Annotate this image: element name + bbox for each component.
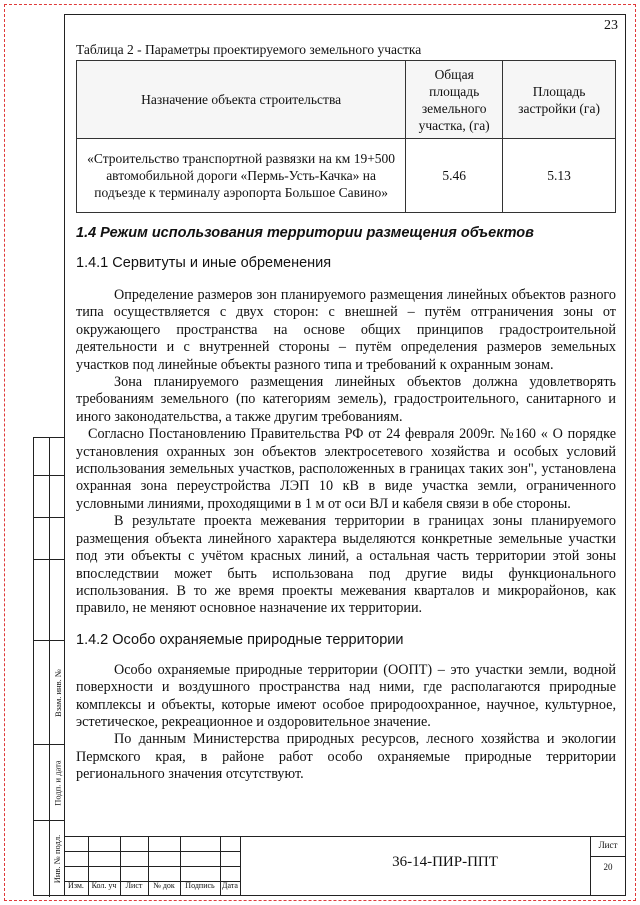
page-number: 23 — [604, 18, 618, 33]
label-kol-uch: Кол. уч — [91, 881, 117, 890]
cell-purpose: «Строительство транспортной развязки на км 19+500 автомобильной дороги «Пермь-Усть-Качка» на подъезде к терминалу аэропорта Большое Савино» — [77, 139, 406, 213]
vzam-inv-label: Взам. инв. № — [52, 669, 63, 717]
table-row — [77, 139, 616, 213]
document-content — [76, 42, 616, 784]
label-izm: Изм. — [68, 881, 84, 890]
paragraph: Особо охраняемые природные территории (ООПТ) – это участки земли, водной поверхности и воздушного пространства над ними, где располагаются природные комплексы и объекты, которые имеют особое природоохранное, научное, культурное, эстетическое, рекреационное и оздоровительное значение. — [76, 661, 616, 730]
inv-podl-label: Инв. № подл. — [52, 834, 63, 884]
section-heading-1-4-2: 1.4.2 Особо охраняемые природные территории — [76, 631, 404, 648]
title-block — [64, 836, 626, 896]
sheet-number: 20 — [603, 862, 613, 872]
podp-data-label: Подп. и дата — [52, 760, 63, 806]
label-podpis: Подпись — [185, 881, 215, 890]
label-data: Дата — [222, 881, 238, 890]
label-list: Лист — [125, 881, 143, 890]
paragraph: Согласно Постановлению Правительства РФ от 24 февраля 2009г. №160 « О порядке установления охранных зон объектов электросетевого хозяйства и особых условий использования земельных участков, расположенных в границах таких зон", установлена охранная зона переустройства ЛЭП 10 кВ в виде участка земли, ограниченного условными линиями, проходящими в 1 м от оси ВЛ и кабеля связи в обе стороны. — [76, 426, 616, 512]
section-heading-1-4: 1.4 Режим использования территории размещения объектов — [76, 225, 534, 241]
header-total-area: Общая площадь земельного участка, (га) — [406, 61, 503, 139]
paragraph: В результате проекта межевания территории в границах зоны планируемого размещения объекта линейного характера выделяются конкретные земельные участки под эти объекты с учётом красных линий, а остальная часть территории этой зоны впоследствии может быть использована под другие виды функционального использования. В то же время проекты межевания кварталов и микрорайонов, как правило, не меняют основное назначение их территории. — [76, 513, 616, 617]
cell-total-area: 5.46 — [406, 139, 503, 213]
paragraph: Зона планируемого размещения линейных объектов должна удовлетворять требованиям земельного (по категориям земель), градостроительного, санитарного и иного законодательства, а также другим требованиям. — [76, 374, 616, 425]
sheet-label: Лист — [598, 840, 618, 850]
cell-built-area: 5.13 — [503, 139, 616, 213]
section-heading-1-4-1: 1.4.1 Сервитуты и иные обременения — [76, 255, 332, 271]
parameters-table — [76, 60, 616, 213]
paragraph: Определение размеров зон планируемого размещения линейных объектов разного типа осуществляется с двух сторон: с внешней – путём отграничения зоны от окружающего пространства на основе общих принципов градостроительной деятельности и с внутренней стороны – путём определения размеров земельных участков под линейные объекты разного типа и требований к охранным зонам. — [76, 287, 616, 373]
header-built-area: Площадь застройки (га) — [503, 61, 616, 139]
table-header-row — [77, 61, 616, 139]
table-caption: Таблица 2 - Параметры проектируемого земельного участка — [76, 42, 422, 57]
paragraph: По данным Министерства природных ресурсов, лесного хозяйства и экологии Пермского края, в районе работ особо охраняемые природные территории регионального значения отсутствуют. — [76, 731, 616, 783]
header-purpose: Назначение объекта строительства — [77, 61, 406, 139]
document-code: 36-14-ПИР-ППТ — [392, 854, 498, 870]
label-n-dok: № док — [153, 881, 175, 890]
side-stamp — [33, 437, 64, 896]
